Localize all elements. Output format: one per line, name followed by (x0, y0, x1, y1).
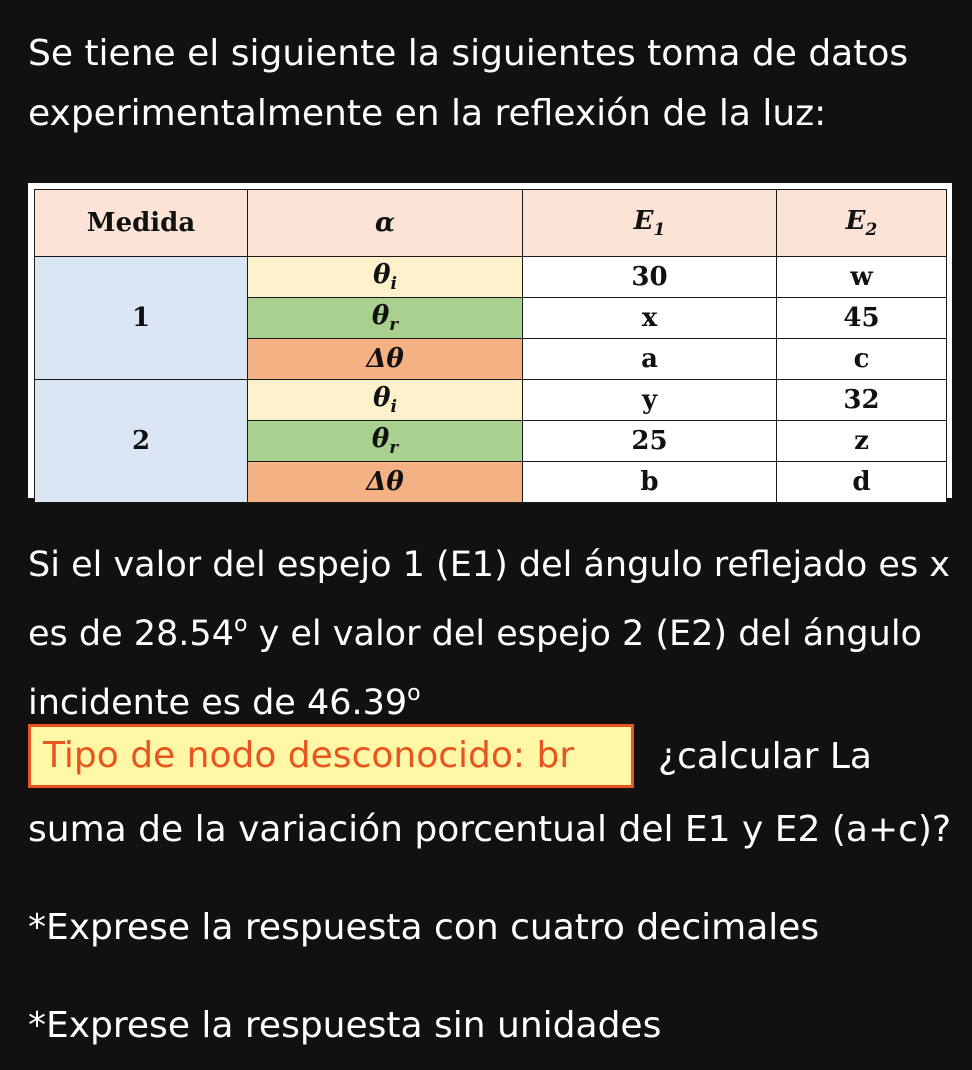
question-part-1: ¿calcular La (658, 736, 872, 777)
theta-i-cell (248, 380, 523, 421)
unknown-node-error-box: Tipo de nodo desconocido: br (28, 724, 634, 788)
e1-letter: E (633, 205, 654, 236)
intro-text (28, 24, 958, 144)
header-e1 (523, 190, 777, 257)
table-row (35, 380, 947, 421)
e1-value-cell: a (523, 339, 777, 380)
e1-value-cell: 30 (523, 257, 777, 298)
paragraph-text: es de 28.54 (28, 614, 234, 654)
data-table (34, 189, 947, 503)
e2-subscript: 2 (865, 219, 878, 240)
theta-i-cell (248, 257, 523, 298)
theta-symbol: θ (373, 259, 391, 290)
e2-value-cell: c (777, 339, 947, 380)
table-row (35, 257, 947, 298)
e1-value-cell: x (523, 298, 777, 339)
intro-line-2: experimentalmente en la reflexión de la luz: (28, 93, 827, 134)
table-header-row (35, 190, 947, 257)
delta-theta-symbol: Δθ (366, 467, 404, 497)
e1-value-cell: 25 (523, 421, 777, 462)
e2-value-cell: z (777, 421, 947, 462)
intro-line-1: Se tiene el siguiente la siguientes toma de datos (28, 33, 909, 74)
delta-theta-cell (248, 462, 523, 503)
medida-cell-1: 1 (35, 257, 248, 380)
theta-r-cell (248, 298, 523, 339)
medida-cell-2: 2 (35, 380, 248, 503)
e2-value-cell: w (777, 257, 947, 298)
e1-value-cell: b (523, 462, 777, 503)
theta-r-subscript: r (389, 314, 399, 335)
delta-theta-cell (248, 339, 523, 380)
e2-value-cell: 45 (777, 298, 947, 339)
header-alpha (248, 190, 523, 257)
e2-value-cell: 32 (777, 380, 947, 421)
theta-r-cell (248, 421, 523, 462)
theta-symbol: θ (371, 300, 390, 331)
paragraph-text: y el valor del espejo 2 (E2) del ángulo (247, 614, 922, 654)
data-table-image (28, 183, 952, 498)
degree-symbol: o (407, 681, 421, 706)
paragraph-line-2 (28, 595, 958, 664)
degree-symbol: o (233, 612, 248, 637)
e2-letter: E (845, 205, 866, 236)
theta-i-subscript: i (390, 396, 397, 417)
paragraph-text: incidente es de 46.39 (28, 683, 408, 723)
note-decimals: *Exprese la respuesta con cuatro decimales (28, 907, 820, 948)
paragraph-line-1: Si el valor del espejo 1 (E1) del ángulo reflejado es x (28, 545, 951, 585)
alpha-symbol: α (374, 208, 395, 238)
e1-value-cell: y (523, 380, 777, 421)
note-units: *Exprese la respuesta sin unidades (28, 1005, 662, 1046)
e2-value-cell: d (777, 462, 947, 503)
delta-theta-symbol: Δθ (366, 344, 404, 374)
paragraph-line-3 (28, 664, 958, 733)
theta-i-subscript: i (390, 273, 397, 294)
theta-symbol: θ (373, 382, 391, 413)
question-part-2: suma de la variación porcentual del E1 y E2 (a+c)? (28, 809, 952, 850)
header-e2 (777, 190, 947, 257)
theta-r-subscript: r (389, 437, 399, 458)
theta-symbol: θ (371, 423, 390, 454)
problem-paragraph (28, 535, 958, 733)
header-medida: Medida (35, 190, 248, 257)
e1-subscript: 1 (653, 219, 666, 240)
